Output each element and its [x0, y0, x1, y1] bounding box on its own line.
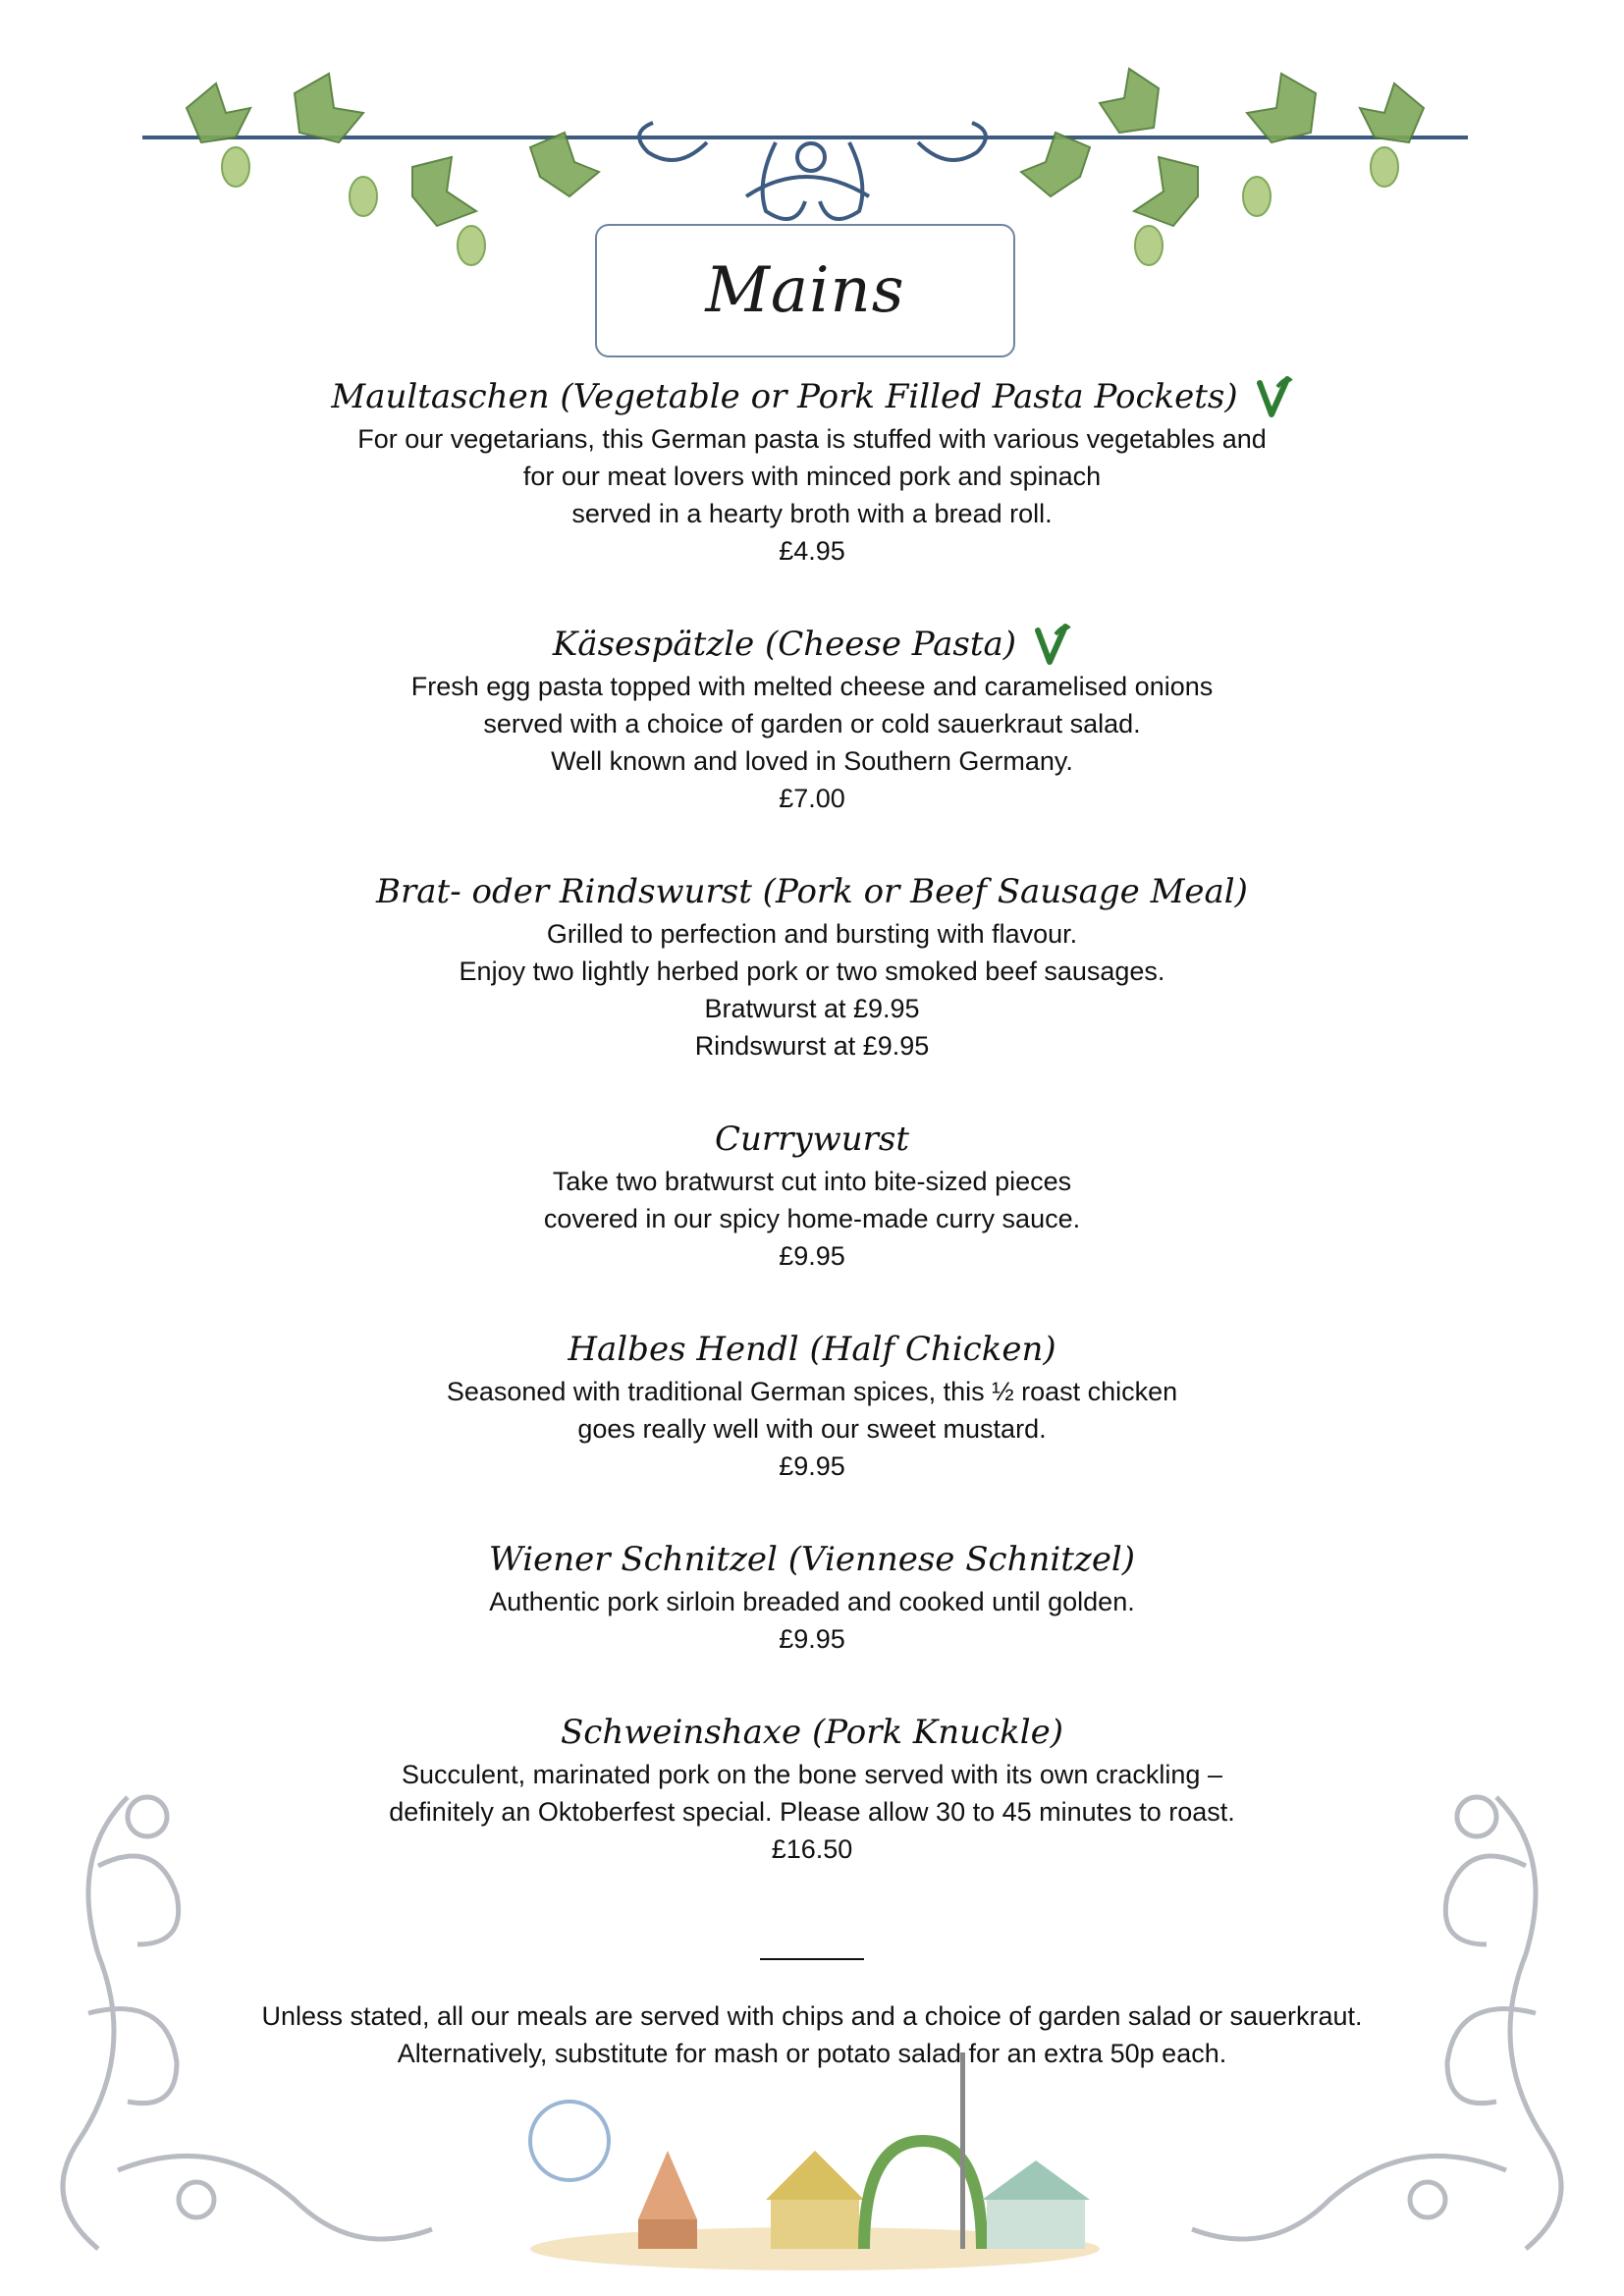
description-line: Succulent, marinated pork on the bone served with its own crackling –	[402, 1760, 1222, 1789]
description-line: Authentic pork sirloin breaded and cooked until golden.	[489, 1587, 1135, 1616]
description-line: for our meat lovers with minced pork and spinach	[522, 462, 1102, 491]
description-line: covered in our spicy home-made curry sauce.	[543, 1204, 1081, 1233]
menu-item-description	[147, 420, 1477, 570]
description-line: served in a hearty broth with a bread roll.	[571, 499, 1053, 528]
menu-item-name: Currywurst	[715, 1120, 909, 1159]
menu-item-name-row	[568, 1326, 1056, 1373]
menu-item-name-row	[561, 1709, 1063, 1756]
description-line: served with a choice of garden or cold sauerkraut salad.	[483, 709, 1141, 738]
description-line: Grilled to perfection and bursting with flavour.	[546, 919, 1078, 949]
menu-list	[147, 373, 1477, 2072]
menu-item	[147, 1536, 1477, 1658]
menu-item	[147, 1326, 1477, 1485]
menu-item-price: £7.00	[779, 784, 845, 813]
menu-item-name: Halbes Hendl (Half Chicken)	[568, 1330, 1056, 1369]
menu-item	[147, 1709, 1477, 1868]
description-line: Enjoy two lightly herbed pork or two smoked beef sausages.	[459, 957, 1165, 986]
menu-item-name: Brat- oder Rindswurst (Pork or Beef Sausage Meal)	[376, 872, 1248, 911]
description-line: definitely an Oktoberfest special. Please allow 30 to 45 minutes to roast.	[389, 1797, 1235, 1827]
menu-item-name: Käsespätzle (Cheese Pasta)	[552, 625, 1017, 664]
menu-item-price: Rindswurst at £9.95	[694, 1031, 930, 1061]
menu-item-description	[147, 915, 1477, 1065]
menu-item-name: Maultaschen (Vegetable or Pork Filled Pasta Pockets)	[331, 377, 1238, 416]
menu-item	[147, 868, 1477, 1065]
fairground-illustration-icon	[530, 2052, 1100, 2270]
page-title: Mains	[705, 254, 905, 327]
menu-item-name-row	[553, 621, 1071, 668]
menu-item-name: Schweinshaxe (Pork Knuckle)	[561, 1713, 1063, 1752]
description-line: Well known and loved in Southern Germany.	[551, 746, 1073, 776]
menu-item-name-row	[376, 868, 1248, 915]
menu-item	[147, 1116, 1477, 1275]
menu-item-name-row	[715, 1116, 909, 1163]
menu-item-price: £9.95	[779, 1624, 845, 1654]
menu-item	[147, 621, 1477, 817]
menu-item-description	[147, 1756, 1477, 1868]
description-line: goes really well with our sweet mustard.	[577, 1414, 1047, 1444]
description-line: Fresh egg pasta topped with melted cheese and caramelised onions	[410, 672, 1214, 701]
section-divider	[760, 1919, 864, 1960]
menu-item-name-row	[489, 1536, 1135, 1583]
menu-item	[147, 373, 1477, 570]
menu-item-name-row	[331, 373, 1292, 420]
menu-item-description	[147, 1583, 1477, 1658]
description-line: Bratwurst at £9.95	[704, 994, 920, 1023]
menu-item-name: Wiener Schnitzel (Viennese Schnitzel)	[488, 1540, 1136, 1579]
description-line: For our vegetarians, this German pasta is stuffed with various vegetables and	[357, 424, 1267, 454]
footnote	[147, 1997, 1477, 2072]
vegetarian-v-icon	[1032, 623, 1071, 666]
menu-item-description	[147, 1163, 1477, 1275]
title-box	[595, 224, 1015, 357]
menu-item-description	[147, 668, 1477, 817]
vegetarian-v-icon	[1254, 375, 1293, 418]
footnote-line: Unless stated, all our meals are served with chips and a choice of garden salad or sauerkraut.	[261, 2001, 1363, 2031]
footnote-line: Alternatively, substitute for mash or potato salad for an extra 50p each.	[397, 2039, 1227, 2068]
menu-item-price: £9.95	[779, 1241, 845, 1271]
menu-item-price: £9.95	[779, 1451, 845, 1481]
description-line: Take two bratwurst cut into bite-sized pieces	[552, 1167, 1072, 1196]
menu-item-price: £4.95	[779, 536, 845, 566]
menu-item-price: £16.50	[771, 1834, 853, 1864]
menu-item-description	[147, 1373, 1477, 1485]
description-line: Seasoned with traditional German spices, this ½ roast chicken	[446, 1377, 1178, 1406]
